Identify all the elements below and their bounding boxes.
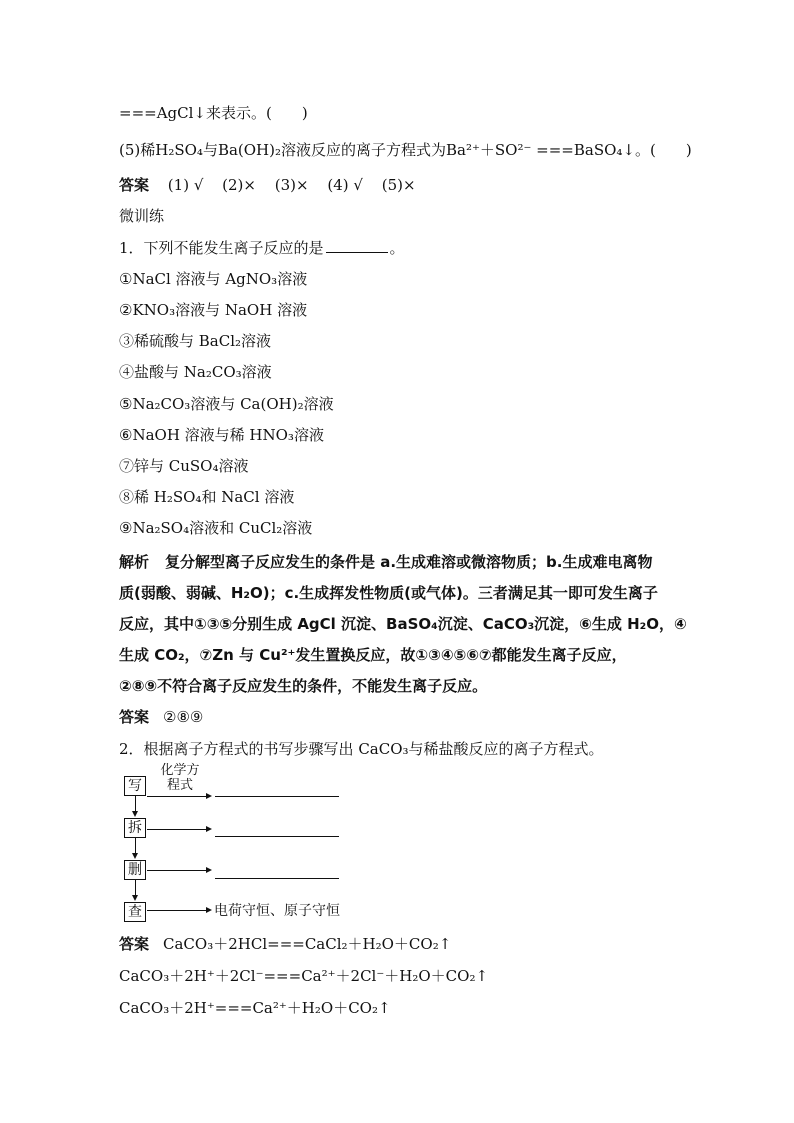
option-7: ⑦锌与 CuSO₄溶液 (119, 457, 249, 475)
step-1-note-line-1: 化学方 (160, 763, 200, 778)
answer-blank-line[interactable] (215, 796, 339, 797)
question-1-stem (119, 238, 405, 258)
step-arrow-line (147, 829, 207, 830)
answer-label: 答案 (119, 935, 150, 953)
step-arrow-line (147, 796, 207, 797)
answer-label: 答案 (119, 176, 150, 194)
question-1-end: 。 (389, 239, 405, 257)
item-5-prefix: (5)稀 (119, 141, 156, 159)
answer-label: 答案 (119, 708, 150, 726)
arrow-down-icon (132, 853, 138, 859)
answer-mark: (2)× (222, 176, 256, 194)
question-2-answer-line-1 (119, 934, 451, 954)
arrow-right-icon (206, 793, 212, 799)
step-4-note: 电荷守恒、原子守恒 (214, 903, 340, 919)
prev-item-text: ===AgCl↓来表示。( ) (119, 104, 308, 122)
step-1-note (150, 763, 210, 793)
item-5-h2so4: H₂SO₄ (155, 141, 203, 159)
arrow-right-icon (206, 826, 212, 832)
option-9: ⑨Na₂SO₄溶液和 CuCl₂溶液 (119, 519, 313, 537)
item-5 (119, 140, 692, 160)
arrow-right-icon (206, 867, 212, 873)
answer-blank[interactable] (326, 238, 388, 253)
step-arrow-line (147, 870, 207, 871)
step-box-check: 查 (124, 902, 146, 922)
question-2-stem: 2．根据离子方程式的书写步骤写出 CaCO₃与稀盐酸反应的离子方程式。 (119, 740, 604, 758)
answer-mark: (4) √ (327, 176, 363, 194)
answer-mark: (1) √ (167, 176, 204, 194)
option-3: ③稀硫酸与 BaCl₂溶液 (119, 332, 272, 350)
step-1-note-line-2: 程式 (166, 778, 193, 793)
option-4: ④盐酸与 Na₂CO₃溶液 (119, 363, 272, 381)
analysis-line-2: 质(弱酸、弱碱、H₂O)；c.生成挥发性物质(或气体)。三者满足其一即可发生离子 (119, 584, 658, 602)
analysis-line-5: ②⑧⑨不符合离子反应发生的条件，不能发生离子反应。 (119, 677, 488, 695)
flow-connector (135, 880, 136, 896)
option-6: ⑥NaOH 溶液与稀 HNO₃溶液 (119, 426, 324, 444)
answer-blank-line[interactable] (215, 878, 339, 879)
answer-judgement (119, 175, 430, 195)
option-8: ⑧稀 H₂SO₄和 NaCl 溶液 (119, 488, 295, 506)
option-2: ②KNO₃溶液与 NaOH 溶液 (119, 301, 308, 319)
step-arrow-line (147, 910, 207, 911)
analysis-label: 解析 (119, 553, 150, 571)
option-1: ①NaCl 溶液与 AgNO₃溶液 (119, 270, 308, 288)
flow-connector (135, 796, 136, 812)
flow-connector (135, 838, 136, 854)
practice-title: 微训练 (119, 207, 165, 225)
question-1-answer (119, 707, 203, 727)
step-box-write: 写 (124, 776, 146, 796)
option-5: ⑤Na₂CO₃溶液与 Ca(OH)₂溶液 (119, 395, 334, 413)
answer-mark: (5)× (381, 176, 416, 194)
answer-mark: (3)× (274, 176, 309, 194)
equation-3: CaCO₃＋2H⁺===Ca²⁺＋H₂O＋CO₂↑ (119, 999, 391, 1017)
answer-value: ②⑧⑨ (163, 708, 204, 726)
analysis-line-4: 生成 CO₂，⑦Zn 与 Cu²⁺发生置换反应，故①③④⑤⑥⑦都能发生离子反应， (119, 646, 627, 664)
analysis-line-3: 反应，其中①③⑤分别生成 AgCl 沉淀、BaSO₄沉淀、CaCO₃沉淀，⑥生成 H₂O，④ (119, 615, 687, 633)
arrow-down-icon (132, 895, 138, 901)
equation-1: CaCO₃＋2HCl===CaCl₂＋H₂O＋CO₂↑ (163, 935, 452, 953)
step-box-delete: 删 (124, 860, 146, 880)
item-5-rest: 与Ba(OH)₂溶液反应的离子方程式为Ba²⁺＋SO²⁻ ===BaSO₄↓。( ) (202, 141, 692, 159)
question-1-text: 1．下列不能发生离子反应的是 (119, 239, 324, 257)
arrow-right-icon (206, 907, 212, 913)
arrow-down-icon (132, 811, 138, 817)
step-box-split: 拆 (124, 818, 146, 838)
analysis-line-1 (119, 552, 653, 572)
answer-blank-line[interactable] (215, 836, 339, 837)
equation-2: CaCO₃＋2H⁺＋2Cl⁻===Ca²⁺＋2Cl⁻＋H₂O＋CO₂↑ (119, 967, 489, 985)
analysis-text: 复分解型离子反应发生的条件是 a.生成难溶或微溶物质；b.生成难电离物 (165, 553, 653, 571)
